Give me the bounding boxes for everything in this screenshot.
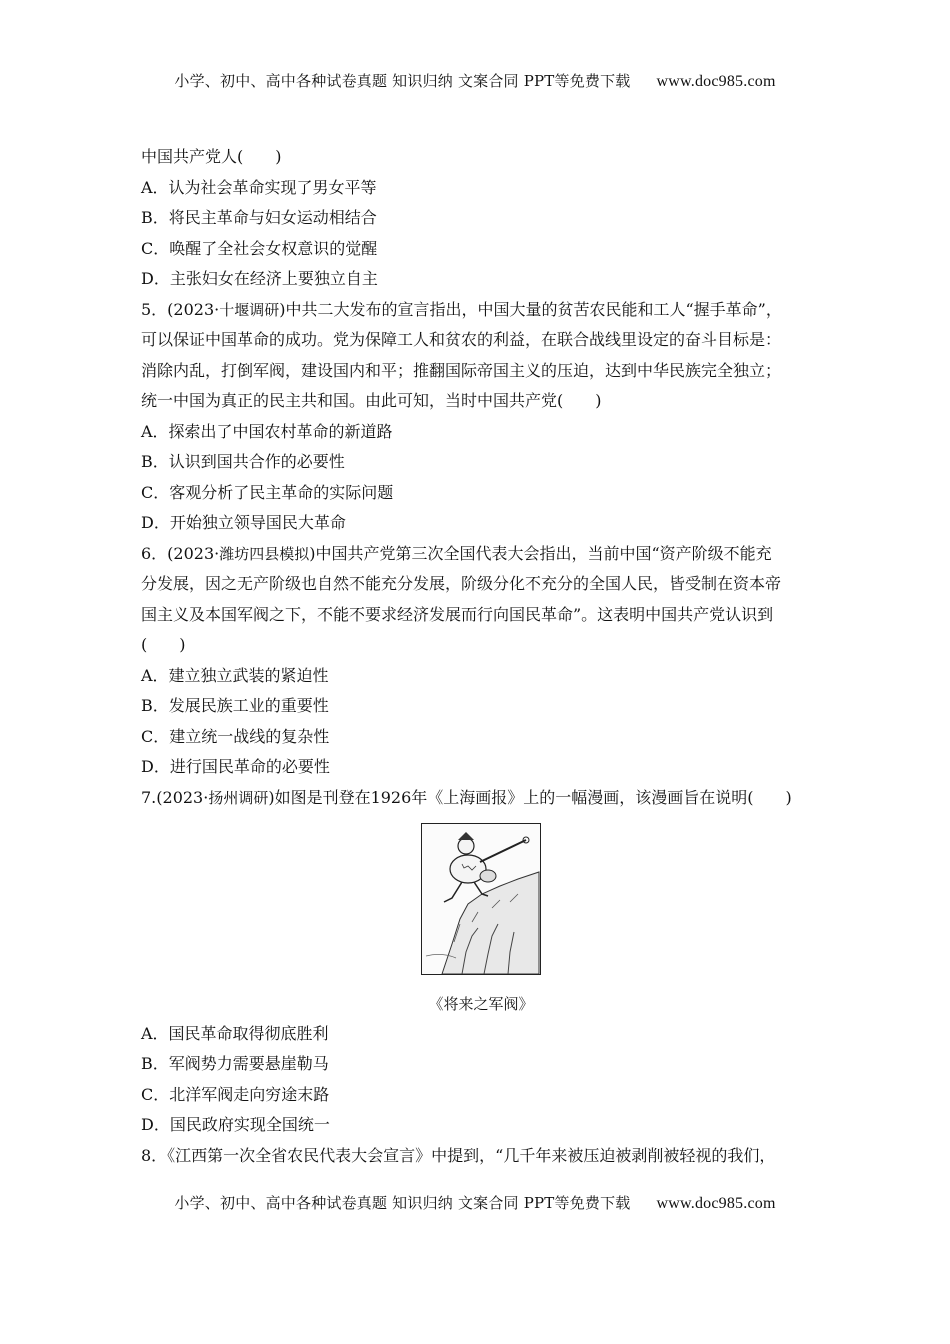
document-body [141, 142, 821, 1171]
q5-line-2: 可以保证中国革命的成功。党为保障工人和贫农的利益，在联合战线里设定的奋斗目标是： [141, 330, 782, 349]
q5-line-3: 消除内乱，打倒军阀，建设国内和平；推翻国际帝国主义的压迫，达到中华民族完全独立； [141, 360, 782, 380]
q5-line-4: 统一中国为真正的民主共和国。由此可知，当时中国共产党( ) [141, 391, 602, 410]
q5-number: 5．(2023· [141, 299, 220, 319]
q5-option-c: C．客观分析了民主革命的实际问题 [141, 482, 394, 502]
q4-option-b: B．将民主革命与妇女运动相结合 [141, 208, 377, 227]
q4-option-a: A．认为社会革命实现了男女平等 [141, 177, 377, 197]
q7-number: 7.(2023· [141, 787, 209, 807]
q5-source: 十堰调研 [219, 300, 280, 319]
figure-caption: 《将来之军阀》 [428, 994, 534, 1013]
header-url[interactable]: www.doc985.com [656, 73, 776, 90]
q6-line-4: ( ) [141, 635, 186, 654]
q6-line-3: 国主义及本国军阀之下，不能不要求经济发展而行向国民革命”。这表明中国共产党认识到 [141, 604, 774, 624]
q7-option-d: D．国民政府实现全国统一 [141, 1115, 330, 1134]
q7-text: )如图是刊登在1926年《上海画报》上的一幅漫画，该漫画旨在说明( ) [268, 787, 792, 807]
header-text: 小学、初中、高中各种试卷真题 知识归纳 文案合同 PPT等免费下载 [174, 72, 631, 90]
page-header [0, 70, 950, 91]
warlord-cartoon-image [421, 823, 541, 975]
q5-option-b: B．认识到国共合作的必要性 [141, 452, 345, 471]
q7-source: 扬州调研 [208, 788, 269, 807]
q7-line-1 [141, 783, 821, 814]
q6-option-c: C．建立统一战线的复杂性 [141, 726, 330, 746]
cartoon-drawing [422, 824, 540, 974]
q5-text-1: )中共二大发布的宣言指出，中国大量的贫苦农民能和工人“握手革命”， [279, 299, 782, 319]
footer-text: 小学、初中、高中各种试卷真题 知识归纳 文案合同 PPT等免费下载 [174, 1194, 631, 1212]
q7-figure [141, 823, 821, 1019]
q4-option-c: C．唤醒了全社会女权意识的觉醒 [141, 238, 378, 258]
q8-line-1: 8．《江西第一次全省农民代表大会宣言》中提到，“几千年来被压迫被剥削被轻视的我们， [141, 1145, 776, 1165]
q5-line-1 [141, 295, 821, 326]
q6-option-a: A．建立独立武装的紧迫性 [141, 665, 329, 685]
q4-stem-tail: 中国共产党人( ) [141, 147, 282, 166]
q5-option-a: A．探索出了中国农村革命的新道路 [141, 421, 393, 441]
q6-line-1 [141, 539, 821, 570]
q6-number: 6．(2023· [141, 543, 220, 563]
q6-option-d: D．进行国民革命的必要性 [141, 757, 330, 776]
q6-option-b: B．发展民族工业的重要性 [141, 696, 329, 715]
q6-line-2: 分发展，因之无产阶级也自然不能充分发展，阶级分化不充分的全国人民，皆受制在资本帝 [141, 574, 782, 593]
q5-option-d: D．开始独立领导国民大革命 [141, 513, 346, 532]
q6-source: 潍坊四县模拟 [219, 544, 310, 563]
q6-text-1: )中国共产党第三次全国代表大会指出，当前中国“资产阶级不能充 [309, 543, 772, 563]
q7-option-b: B．军阀势力需要悬崖勒马 [141, 1054, 329, 1073]
page-footer [0, 1192, 950, 1213]
q7-option-c: C．北洋军阀走向穷途末路 [141, 1084, 330, 1104]
footer-url[interactable]: www.doc985.com [656, 1195, 776, 1212]
q7-option-a: A．国民革命取得彻底胜利 [141, 1023, 329, 1043]
q4-option-d: D．主张妇女在经济上要独立自主 [141, 269, 378, 288]
